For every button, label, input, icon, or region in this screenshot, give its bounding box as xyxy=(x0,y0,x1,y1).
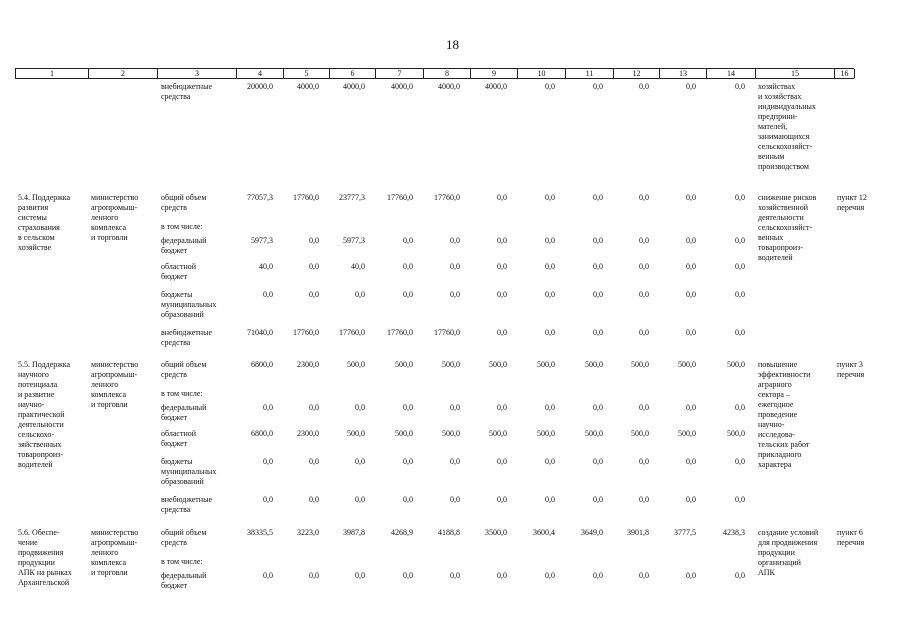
table-header xyxy=(15,68,854,79)
amount-cell: 0,0 xyxy=(686,495,696,504)
funding-type-label: федеральный xyxy=(161,236,207,245)
amount-cell: 0,0 xyxy=(309,290,319,299)
amount-cell: 0,0 xyxy=(355,290,365,299)
amount-cell: 0,0 xyxy=(545,290,555,299)
amount-cell: 0,0 xyxy=(686,262,696,271)
amount-cell: 0,0 xyxy=(686,328,696,337)
reference-item: перечня xyxy=(837,538,865,547)
funding-type-label: бюджеты xyxy=(161,290,193,299)
amount-cell: 0,0 xyxy=(735,82,745,91)
funding-type-label: общий объем xyxy=(161,528,207,537)
expected-result: проведение xyxy=(758,410,798,419)
amount-cell: 500,0 xyxy=(347,360,365,369)
reference-item: пункт 12 xyxy=(837,193,867,202)
amount-cell: 0,0 xyxy=(593,495,603,504)
amount-cell: 0,0 xyxy=(639,262,649,271)
executor-name: и торговли xyxy=(91,400,128,409)
funding-type-label: бюджет xyxy=(161,581,188,590)
amount-cell: 0,0 xyxy=(497,457,507,466)
amount-cell: 500,0 xyxy=(347,429,365,438)
amount-cell: 20000,0 xyxy=(247,82,273,91)
amount-cell: 0,0 xyxy=(593,236,603,245)
executor-name: и торговли xyxy=(91,233,128,242)
amount-cell: 0,0 xyxy=(686,193,696,202)
funding-type-label: муниципальных xyxy=(161,467,217,476)
amount-cell: 0,0 xyxy=(403,457,413,466)
amount-cell: 0,0 xyxy=(593,82,603,91)
expected-result: индивидуальных xyxy=(758,102,816,111)
executor-name: министерство xyxy=(91,193,139,202)
amount-cell: 0,0 xyxy=(545,495,555,504)
amount-cell: 500,0 xyxy=(727,429,745,438)
amount-cell: 0,0 xyxy=(639,328,649,337)
measure-name: потенциала xyxy=(18,380,58,389)
amount-cell: 0,0 xyxy=(403,495,413,504)
amount-cell: 0,0 xyxy=(263,495,273,504)
amount-cell: 17760,0 xyxy=(293,193,319,202)
expected-result: венным xyxy=(758,152,785,161)
amount-cell: 0,0 xyxy=(545,82,555,91)
measure-name: практической xyxy=(18,410,65,419)
amount-cell: 0,0 xyxy=(450,236,460,245)
executor-name: комплекса xyxy=(91,390,127,399)
expected-result: характера xyxy=(758,460,792,469)
amount-cell: 2300,0 xyxy=(297,429,319,438)
amount-cell: 0,0 xyxy=(497,403,507,412)
amount-cell: 17760,0 xyxy=(339,328,365,337)
amount-cell: 0,0 xyxy=(309,236,319,245)
funding-type-label: средств xyxy=(161,203,187,212)
funding-type-label: бюджет xyxy=(161,246,188,255)
header-col-16: 16 xyxy=(834,69,855,78)
amount-cell: 0,0 xyxy=(593,193,603,202)
measure-name: 5.4. Поддержка xyxy=(18,193,71,202)
measure-name: системы xyxy=(18,213,47,222)
amount-cell: 0,0 xyxy=(497,236,507,245)
funding-type-label: областной xyxy=(161,429,197,438)
amount-cell: 0,0 xyxy=(639,290,649,299)
amount-cell: 0,0 xyxy=(403,571,413,580)
amount-cell: 2300,0 xyxy=(297,360,319,369)
amount-cell: 0,0 xyxy=(686,290,696,299)
expected-result: исследова- xyxy=(758,430,795,439)
measure-name: чение xyxy=(18,538,38,547)
amount-cell: 500,0 xyxy=(678,360,696,369)
amount-cell: 0,0 xyxy=(309,262,319,271)
amount-cell: 0,0 xyxy=(545,403,555,412)
amount-cell: 0,0 xyxy=(309,495,319,504)
funding-type-label: средств xyxy=(161,370,187,379)
amount-cell: 0,0 xyxy=(263,403,273,412)
amount-cell: 500,0 xyxy=(678,429,696,438)
amount-cell: 0,0 xyxy=(686,236,696,245)
funding-type-label: бюджеты xyxy=(161,457,193,466)
funding-type-label: образований xyxy=(161,477,204,486)
funding-type-label: средства xyxy=(161,92,191,101)
measure-name: 5.5. Поддержка xyxy=(18,360,71,369)
amount-cell: 4268,9 xyxy=(391,528,413,537)
amount-cell: 500,0 xyxy=(537,360,555,369)
amount-cell: 0,0 xyxy=(450,262,460,271)
amount-cell: 500,0 xyxy=(585,429,603,438)
amount-cell: 0,0 xyxy=(735,328,745,337)
amount-cell: 0,0 xyxy=(497,328,507,337)
header-col-13: 13 xyxy=(659,69,706,78)
amount-cell: 0,0 xyxy=(545,328,555,337)
amount-cell: 17760,0 xyxy=(434,328,460,337)
amount-cell: 500,0 xyxy=(395,429,413,438)
amount-cell: 0,0 xyxy=(639,457,649,466)
amount-cell: 38335,5 xyxy=(247,528,273,537)
funding-type-label: внебюджетные xyxy=(161,495,212,504)
expected-result: деятельности xyxy=(758,213,804,222)
header-col-7: 7 xyxy=(375,69,423,78)
amount-cell: 0,0 xyxy=(545,457,555,466)
amount-cell: 6800,0 xyxy=(251,429,273,438)
amount-cell: 3901,8 xyxy=(627,528,649,537)
amount-cell: 500,0 xyxy=(442,360,460,369)
amount-cell: 17760,0 xyxy=(387,328,413,337)
amount-cell: 0,0 xyxy=(545,193,555,202)
amount-cell: 500,0 xyxy=(585,360,603,369)
amount-cell: 0,0 xyxy=(309,571,319,580)
funding-type-label: бюджет xyxy=(161,272,188,281)
amount-cell: 0,0 xyxy=(497,290,507,299)
amount-cell: 6800,0 xyxy=(251,360,273,369)
amount-cell: 3500,0 xyxy=(485,528,507,537)
amount-cell: 0,0 xyxy=(735,290,745,299)
executor-name: ленного xyxy=(91,380,119,389)
executor-name: комплекса xyxy=(91,558,127,567)
funding-type-label: образований xyxy=(161,310,204,319)
amount-cell: 0,0 xyxy=(403,290,413,299)
amount-cell: 0,0 xyxy=(403,262,413,271)
expected-result: производством xyxy=(758,162,809,171)
amount-cell: 0,0 xyxy=(309,403,319,412)
amount-cell: 0,0 xyxy=(497,571,507,580)
amount-cell: 500,0 xyxy=(631,360,649,369)
amount-cell: 77057,3 xyxy=(247,193,273,202)
amount-cell: 4238,3 xyxy=(723,528,745,537)
amount-cell: 0,0 xyxy=(686,571,696,580)
amount-cell: 500,0 xyxy=(489,360,507,369)
amount-cell: 40,0 xyxy=(259,262,273,271)
funding-type-label: федеральный xyxy=(161,403,207,412)
measure-name: продукции xyxy=(18,558,55,567)
executor-name: ленного xyxy=(91,548,119,557)
funding-type-label: муниципальных xyxy=(161,300,217,309)
reference-item: перечня xyxy=(837,370,865,379)
page-number: 18 xyxy=(446,37,459,52)
funding-type-label: бюджет xyxy=(161,439,188,448)
amount-cell: 0,0 xyxy=(735,193,745,202)
header-col-3: 3 xyxy=(157,69,236,78)
reference-item: пункт 6 xyxy=(837,528,863,537)
amount-cell: 0,0 xyxy=(639,193,649,202)
amount-cell: 0,0 xyxy=(686,457,696,466)
header-col-10: 10 xyxy=(517,69,565,78)
executor-name: ленного xyxy=(91,213,119,222)
amount-cell: 0,0 xyxy=(593,571,603,580)
amount-cell: 4188,8 xyxy=(438,528,460,537)
amount-cell: 0,0 xyxy=(403,236,413,245)
funding-type-label: бюджет xyxy=(161,413,188,422)
header-col-11: 11 xyxy=(565,69,613,78)
amount-cell: 23777,3 xyxy=(339,193,365,202)
amount-cell: 0,0 xyxy=(450,290,460,299)
amount-cell: 0,0 xyxy=(403,403,413,412)
amount-cell: 0,0 xyxy=(735,236,745,245)
expected-result: аграрного xyxy=(758,380,792,389)
executor-name: министерство xyxy=(91,528,139,537)
amount-cell: 0,0 xyxy=(497,262,507,271)
expected-result: хозяйственной xyxy=(758,203,808,212)
reference-item: перечня xyxy=(837,203,865,212)
funding-type-label: федеральный xyxy=(161,571,207,580)
amount-cell: 5977,3 xyxy=(343,236,365,245)
amount-cell: 0,0 xyxy=(686,82,696,91)
expected-result: хозяйствах xyxy=(758,82,796,91)
amount-cell: 0,0 xyxy=(639,571,649,580)
funding-type-label: областной xyxy=(161,262,197,271)
amount-cell: 0,0 xyxy=(450,403,460,412)
amount-cell: 0,0 xyxy=(355,495,365,504)
amount-cell: 0,0 xyxy=(639,82,649,91)
measure-name: научно- xyxy=(18,400,45,409)
amount-cell: 0,0 xyxy=(735,457,745,466)
funding-type-label: в том числе: xyxy=(161,389,203,398)
amount-cell: 0,0 xyxy=(309,457,319,466)
expected-result: мателей, xyxy=(758,122,788,131)
amount-cell: 71040,0 xyxy=(247,328,273,337)
amount-cell: 3600,4 xyxy=(533,528,555,537)
expected-result: для продвижения xyxy=(758,538,818,547)
amount-cell: 0,0 xyxy=(545,236,555,245)
amount-cell: 0,0 xyxy=(263,571,273,580)
header-col-2: 2 xyxy=(88,69,157,78)
amount-cell: 0,0 xyxy=(263,290,273,299)
measure-name: АПК на рынках xyxy=(18,568,72,577)
amount-cell: 0,0 xyxy=(735,495,745,504)
measure-name: хозяйстве xyxy=(18,243,52,252)
amount-cell: 0,0 xyxy=(639,236,649,245)
amount-cell: 17760,0 xyxy=(293,328,319,337)
expected-result: продукции xyxy=(758,548,795,557)
funding-type-label: в том числе: xyxy=(161,557,203,566)
expected-result: венных xyxy=(758,233,784,242)
amount-cell: 500,0 xyxy=(489,429,507,438)
amount-cell: 0,0 xyxy=(450,457,460,466)
amount-cell: 0,0 xyxy=(355,403,365,412)
amount-cell: 0,0 xyxy=(593,457,603,466)
amount-cell: 0,0 xyxy=(545,571,555,580)
amount-cell: 3223,0 xyxy=(297,528,319,537)
expected-result: сельскохозяйст- xyxy=(758,142,813,151)
header-col-14: 14 xyxy=(706,69,755,78)
amount-cell: 0,0 xyxy=(545,262,555,271)
reference-item: пункт 3 xyxy=(837,360,863,369)
measure-name: товаропроиз- xyxy=(18,450,63,459)
measure-name: научного xyxy=(18,370,49,379)
amount-cell: 40,0 xyxy=(351,262,365,271)
header-col-4: 4 xyxy=(236,69,283,78)
amount-cell: 0,0 xyxy=(355,457,365,466)
executor-name: министерство xyxy=(91,360,139,369)
amount-cell: 4000,0 xyxy=(391,82,413,91)
amount-cell: 0,0 xyxy=(497,495,507,504)
expected-result: сельскохозяйст- xyxy=(758,223,813,232)
amount-cell: 500,0 xyxy=(631,429,649,438)
amount-cell: 0,0 xyxy=(686,403,696,412)
amount-cell: 0,0 xyxy=(735,262,745,271)
amount-cell: 3987,8 xyxy=(343,528,365,537)
measure-name: страхования xyxy=(18,223,60,232)
executor-name: комплекса xyxy=(91,223,127,232)
expected-result: предприни- xyxy=(758,112,798,121)
expected-result: создание условий xyxy=(758,528,819,537)
header-col-12: 12 xyxy=(613,69,659,78)
amount-cell: 4000,0 xyxy=(485,82,507,91)
amount-cell: 4000,0 xyxy=(343,82,365,91)
amount-cell: 17760,0 xyxy=(387,193,413,202)
executor-name: агропромыш- xyxy=(91,203,138,212)
amount-cell: 0,0 xyxy=(593,328,603,337)
funding-type-label: общий объем xyxy=(161,360,207,369)
amount-cell: 5977,3 xyxy=(251,236,273,245)
measure-name: сельскохо- xyxy=(18,430,55,439)
amount-cell: 500,0 xyxy=(395,360,413,369)
expected-result: АПК xyxy=(758,568,775,577)
measure-name: в сельском xyxy=(18,233,55,242)
amount-cell: 0,0 xyxy=(639,403,649,412)
executor-name: и торговли xyxy=(91,568,128,577)
measure-name: развития xyxy=(18,203,49,212)
expected-result: и хозяйствах xyxy=(758,92,802,101)
expected-result: сектора – xyxy=(758,390,790,399)
funding-type-label: внебюджетные xyxy=(161,82,212,91)
expected-result: товаропроиз- xyxy=(758,243,803,252)
executor-name: агропромыш- xyxy=(91,538,138,547)
header-col-6: 6 xyxy=(329,69,375,78)
header-col-5: 5 xyxy=(283,69,329,78)
expected-result: организаций xyxy=(758,558,801,567)
amount-cell: 4000,0 xyxy=(438,82,460,91)
expected-result: научно- xyxy=(758,420,785,429)
expected-result: занимающихся xyxy=(758,132,810,141)
funding-type-label: в том числе: xyxy=(161,222,203,231)
measure-name: 5.6. Обеспе- xyxy=(18,528,60,537)
funding-type-label: общий объем xyxy=(161,193,207,202)
amount-cell: 17760,0 xyxy=(434,193,460,202)
amount-cell: 0,0 xyxy=(639,495,649,504)
amount-cell: 4000,0 xyxy=(297,82,319,91)
expected-result: водителей xyxy=(758,253,793,262)
amount-cell: 0,0 xyxy=(450,571,460,580)
expected-result: эффективности xyxy=(758,370,811,379)
amount-cell: 0,0 xyxy=(735,571,745,580)
amount-cell: 500,0 xyxy=(727,360,745,369)
amount-cell: 3649,0 xyxy=(581,528,603,537)
measure-name: и развитие xyxy=(18,390,55,399)
amount-cell: 0,0 xyxy=(735,403,745,412)
executor-name: агропромыш- xyxy=(91,370,138,379)
funding-type-label: средств xyxy=(161,538,187,547)
header-col-15: 15 xyxy=(755,69,834,78)
expected-result: ежегодное xyxy=(758,400,794,409)
header-col-8: 8 xyxy=(423,69,470,78)
funding-type-label: средства xyxy=(161,338,191,347)
measure-name: продвижения xyxy=(18,548,64,557)
amount-cell: 0,0 xyxy=(593,403,603,412)
expected-result: прикладного xyxy=(758,450,802,459)
measure-name: зяйственных xyxy=(18,440,62,449)
measure-name: водителей xyxy=(18,460,53,469)
funding-type-label: внебюджетные xyxy=(161,328,212,337)
amount-cell: 3777,5 xyxy=(674,528,696,537)
expected-result: тельских работ xyxy=(758,440,810,449)
expected-result: повышение xyxy=(758,360,798,369)
amount-cell: 0,0 xyxy=(355,571,365,580)
amount-cell: 500,0 xyxy=(537,429,555,438)
header-col-9: 9 xyxy=(470,69,517,78)
measure-name: деятельности xyxy=(18,420,64,429)
expected-result: снижение рисков xyxy=(758,193,817,202)
amount-cell: 0,0 xyxy=(263,457,273,466)
amount-cell: 0,0 xyxy=(497,193,507,202)
amount-cell: 500,0 xyxy=(442,429,460,438)
amount-cell: 0,0 xyxy=(593,290,603,299)
amount-cell: 0,0 xyxy=(593,262,603,271)
amount-cell: 0,0 xyxy=(450,495,460,504)
measure-name: Архангельской xyxy=(18,578,70,587)
header-col-1: 1 xyxy=(15,69,88,78)
funding-type-label: средства xyxy=(161,505,191,514)
